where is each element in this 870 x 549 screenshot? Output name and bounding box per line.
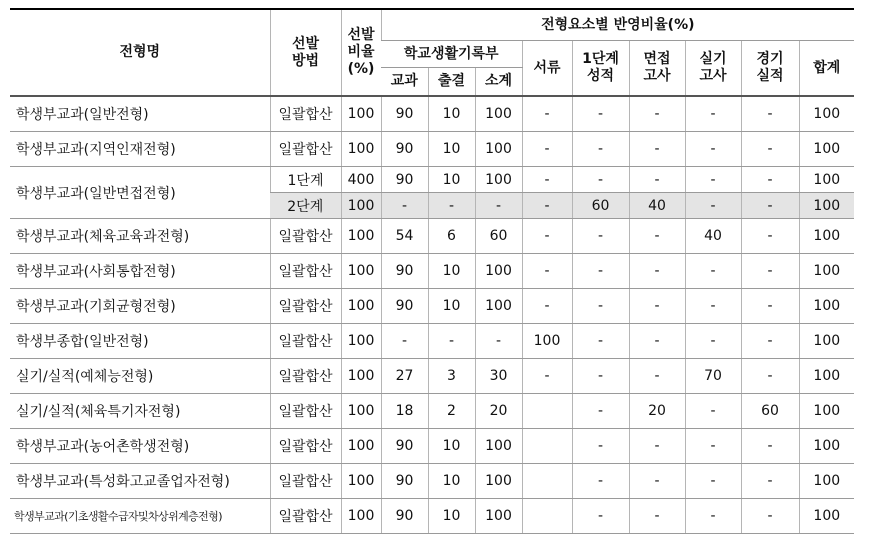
row-practical: - <box>685 132 741 167</box>
row-interview: 40 <box>629 193 685 219</box>
row-stage1: - <box>572 132 629 167</box>
row-method: 일괄합산 <box>270 132 341 167</box>
row-stage1: - <box>572 167 629 193</box>
row-method: 일괄합산 <box>270 464 341 499</box>
header-record-group: 학교생활기록부 <box>381 41 522 68</box>
row-method: 2단계 <box>270 193 341 219</box>
row-documents <box>522 499 572 534</box>
row-documents: - <box>522 96 572 132</box>
row-method: 일괄합산 <box>270 359 341 394</box>
row-subtotal: - <box>475 193 522 219</box>
row-name: 학생부교과(일반전형) <box>10 96 270 132</box>
row-ratio: 100 <box>341 499 381 534</box>
row-subtotal: 100 <box>475 499 522 534</box>
row-stage1: - <box>572 96 629 132</box>
row-total: 100 <box>799 167 854 193</box>
row-ratio: 100 <box>341 464 381 499</box>
row-attendance: 10 <box>428 96 475 132</box>
row-competition: - <box>741 167 799 193</box>
row-attendance: 10 <box>428 167 475 193</box>
row-total: 100 <box>799 193 854 219</box>
row-practical: 70 <box>685 359 741 394</box>
row-competition: - <box>741 254 799 289</box>
row-total: 100 <box>799 219 854 254</box>
row-subtotal: 100 <box>475 464 522 499</box>
row-total: 100 <box>799 289 854 324</box>
row-subject: 90 <box>381 499 428 534</box>
row-documents: - <box>522 359 572 394</box>
row-competition: - <box>741 429 799 464</box>
header-ratio: 선발 비율 (%) <box>341 9 381 96</box>
row-subject: 90 <box>381 254 428 289</box>
row-interview: - <box>629 499 685 534</box>
row-stage1: - <box>572 429 629 464</box>
row-total: 100 <box>799 429 854 464</box>
row-subtotal: 100 <box>475 429 522 464</box>
row-practical: - <box>685 96 741 132</box>
row-subject: 18 <box>381 394 428 429</box>
row-name: 학생부교과(체육교육과전형) <box>10 219 270 254</box>
row-attendance: 10 <box>428 289 475 324</box>
header-practical: 실기 고사 <box>685 41 741 97</box>
row-ratio: 100 <box>341 289 381 324</box>
header-name: 전형명 <box>10 9 270 96</box>
row-interview: - <box>629 96 685 132</box>
row-subtotal: 100 <box>475 96 522 132</box>
row-attendance: 10 <box>428 254 475 289</box>
row-subject: 90 <box>381 429 428 464</box>
row-attendance: 10 <box>428 499 475 534</box>
row-interview: - <box>629 429 685 464</box>
row-attendance: 10 <box>428 464 475 499</box>
row-competition: - <box>741 219 799 254</box>
row-subject: - <box>381 324 428 359</box>
row-documents: - <box>522 193 572 219</box>
row-documents: - <box>522 289 572 324</box>
row-subtotal: 30 <box>475 359 522 394</box>
header-group-title: 전형요소별 반영비율(%) <box>381 9 854 41</box>
row-total: 100 <box>799 394 854 429</box>
row-subject: 90 <box>381 289 428 324</box>
row-method: 일괄합산 <box>270 219 341 254</box>
row-total: 100 <box>799 359 854 394</box>
row-practical: - <box>685 324 741 359</box>
row-stage1: 60 <box>572 193 629 219</box>
table-row <box>10 289 854 324</box>
row-stage1: - <box>572 324 629 359</box>
row-ratio: 100 <box>341 219 381 254</box>
row-total: 100 <box>799 324 854 359</box>
table-row <box>10 464 854 499</box>
row-subject: 90 <box>381 96 428 132</box>
row-interview: 20 <box>629 394 685 429</box>
row-total: 100 <box>799 132 854 167</box>
row-interview: - <box>629 132 685 167</box>
row-subject: 54 <box>381 219 428 254</box>
row-subject: - <box>381 193 428 219</box>
row-name: 학생부교과(기회균형전형) <box>10 289 270 324</box>
row-documents: - <box>522 132 572 167</box>
row-name: 실기/실적(체육특기자전형) <box>10 394 270 429</box>
row-name: 학생부교과(농어촌학생전형) <box>10 429 270 464</box>
row-attendance: 3 <box>428 359 475 394</box>
row-stage1: - <box>572 289 629 324</box>
row-competition: 60 <box>741 394 799 429</box>
row-subtotal: 20 <box>475 394 522 429</box>
row-ratio: 100 <box>341 96 381 132</box>
row-subtotal: 100 <box>475 132 522 167</box>
table-row <box>10 324 854 359</box>
row-subtotal: 100 <box>475 289 522 324</box>
row-ratio: 100 <box>341 132 381 167</box>
row-method: 일괄합산 <box>270 324 341 359</box>
row-competition: - <box>741 96 799 132</box>
row-name: 학생부교과(기초생활수급자및차상위계층전형) <box>10 499 270 534</box>
row-competition: - <box>741 359 799 394</box>
row-ratio: 100 <box>341 193 381 219</box>
row-subject: 90 <box>381 464 428 499</box>
row-attendance: - <box>428 193 475 219</box>
row-practical: - <box>685 289 741 324</box>
header-total: 합계 <box>799 41 854 97</box>
row-documents <box>522 394 572 429</box>
row-subtotal: 100 <box>475 254 522 289</box>
row-attendance: - <box>428 324 475 359</box>
row-total: 100 <box>799 254 854 289</box>
row-method: 1단계 <box>270 167 341 193</box>
table-row <box>10 499 854 534</box>
row-interview: - <box>629 167 685 193</box>
table-row <box>10 429 854 464</box>
header-subtotal: 소계 <box>475 68 522 97</box>
header-method: 선발 방법 <box>270 9 341 96</box>
admission-ratio-table <box>10 8 854 534</box>
row-ratio: 100 <box>341 359 381 394</box>
row-stage1: - <box>572 359 629 394</box>
row-name: 실기/실적(예체능전형) <box>10 359 270 394</box>
header-stage1: 1단계 성적 <box>572 41 629 97</box>
row-competition: - <box>741 499 799 534</box>
row-documents <box>522 429 572 464</box>
row-practical: 40 <box>685 219 741 254</box>
row-subject: 90 <box>381 167 428 193</box>
row-attendance: 10 <box>428 132 475 167</box>
row-total: 100 <box>799 96 854 132</box>
table-row <box>10 219 854 254</box>
row-practical: - <box>685 394 741 429</box>
row-documents: - <box>522 254 572 289</box>
row-stage1: - <box>572 499 629 534</box>
row-ratio: 400 <box>341 167 381 193</box>
row-competition: - <box>741 289 799 324</box>
row-practical: - <box>685 499 741 534</box>
row-ratio: 100 <box>341 429 381 464</box>
header-documents: 서류 <box>522 41 572 97</box>
row-total: 100 <box>799 499 854 534</box>
row-interview: - <box>629 219 685 254</box>
table-row <box>10 132 854 167</box>
row-name: 학생부교과(지역인재전형) <box>10 132 270 167</box>
row-ratio: 100 <box>341 324 381 359</box>
row-method: 일괄합산 <box>270 499 341 534</box>
row-competition: - <box>741 193 799 219</box>
row-ratio: 100 <box>341 394 381 429</box>
table-row <box>10 254 854 289</box>
header-competition: 경기 실적 <box>741 41 799 97</box>
row-name: 학생부교과(일반면접전형) <box>10 167 270 219</box>
row-subtotal: - <box>475 324 522 359</box>
row-subtotal: 100 <box>475 167 522 193</box>
header-interview: 면접 고사 <box>629 41 685 97</box>
row-total: 100 <box>799 464 854 499</box>
row-attendance: 6 <box>428 219 475 254</box>
row-name: 학생부교과(특성화고교졸업자전형) <box>10 464 270 499</box>
row-stage1: - <box>572 464 629 499</box>
row-stage1: - <box>572 394 629 429</box>
row-subject: 27 <box>381 359 428 394</box>
row-name: 학생부종합(일반전형) <box>10 324 270 359</box>
row-attendance: 10 <box>428 429 475 464</box>
header-subject: 교과 <box>381 68 428 97</box>
row-subject: 90 <box>381 132 428 167</box>
table-row <box>10 359 854 394</box>
row-documents: 100 <box>522 324 572 359</box>
table-row <box>10 96 854 132</box>
row-competition: - <box>741 464 799 499</box>
row-interview: - <box>629 289 685 324</box>
row-subtotal: 60 <box>475 219 522 254</box>
row-method: 일괄합산 <box>270 96 341 132</box>
row-interview: - <box>629 254 685 289</box>
row-method: 일괄합산 <box>270 289 341 324</box>
row-documents: - <box>522 167 572 193</box>
row-competition: - <box>741 132 799 167</box>
row-name: 학생부교과(사회통합전형) <box>10 254 270 289</box>
table-row <box>10 394 854 429</box>
row-competition: - <box>741 324 799 359</box>
row-practical: - <box>685 254 741 289</box>
header-attendance: 출결 <box>428 68 475 97</box>
row-practical: - <box>685 464 741 499</box>
row-interview: - <box>629 464 685 499</box>
row-method: 일괄합산 <box>270 394 341 429</box>
row-method: 일괄합산 <box>270 254 341 289</box>
row-interview: - <box>629 359 685 394</box>
row-stage1: - <box>572 219 629 254</box>
row-interview: - <box>629 324 685 359</box>
row-documents <box>522 464 572 499</box>
table-row <box>10 167 854 193</box>
row-attendance: 2 <box>428 394 475 429</box>
row-stage1: - <box>572 254 629 289</box>
row-method: 일괄합산 <box>270 429 341 464</box>
row-practical: - <box>685 193 741 219</box>
row-ratio: 100 <box>341 254 381 289</box>
row-practical: - <box>685 429 741 464</box>
row-practical: - <box>685 167 741 193</box>
row-documents: - <box>522 219 572 254</box>
